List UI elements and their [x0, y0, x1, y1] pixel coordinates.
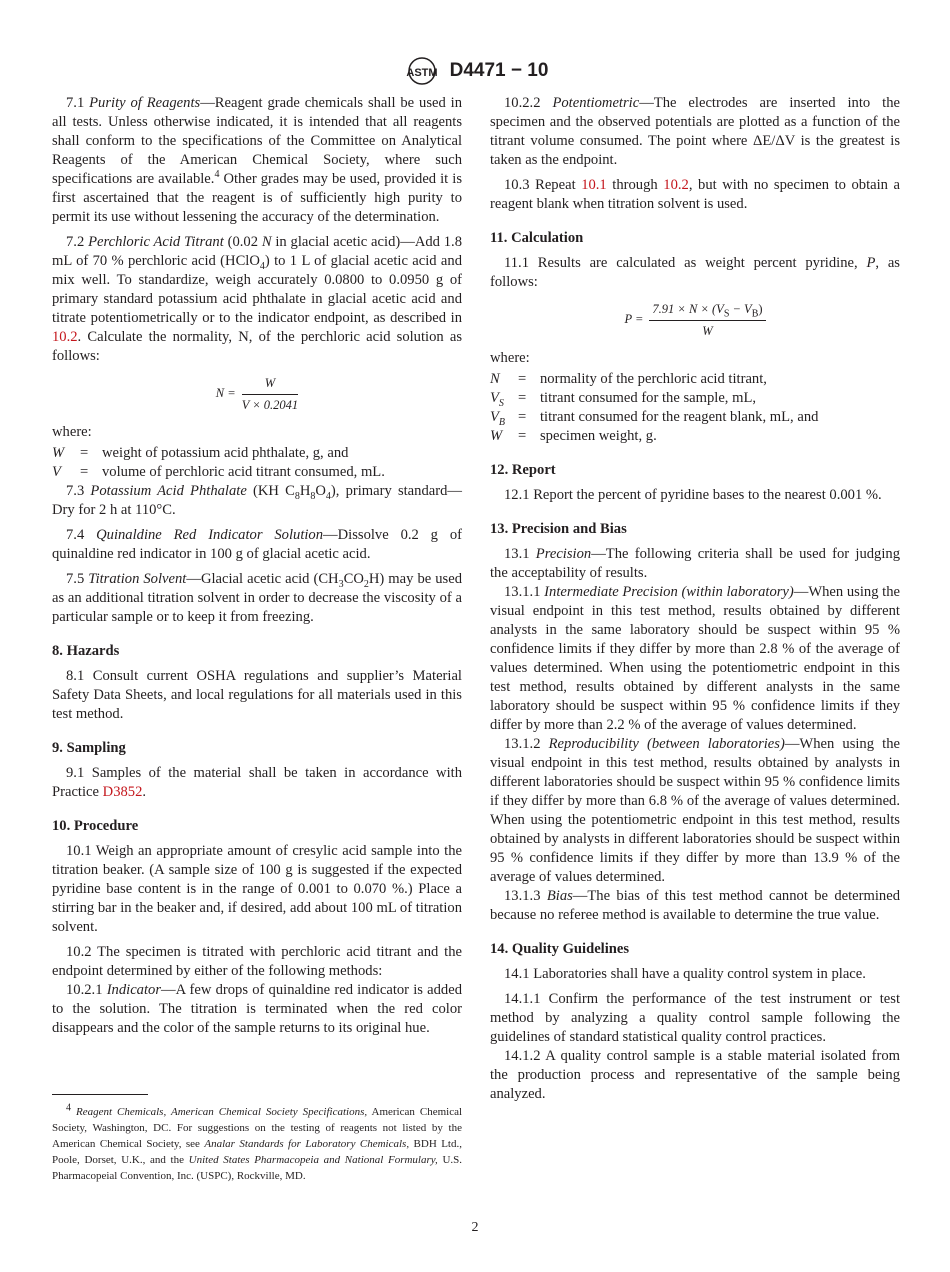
denominator-text: V × 0.2041 [241, 398, 299, 412]
numerator-text: 7.91 × N × (V [652, 302, 724, 316]
right-column [490, 94, 900, 1110]
text-run: 10.3 Repeat [504, 177, 582, 193]
definition-text: normality of the perchloric acid titrant, [540, 371, 767, 387]
text-run: , but with no specimen to obtain a reagent blank when titration solvent is used. [490, 177, 900, 212]
text-run: American Chemical Society, Washington, DC. For suggestions on the testing of reagents not listed by the American Chemical Society, see [52, 1106, 463, 1150]
symbol: W [490, 428, 503, 444]
definition-text: titrant consumed for the sample, mL, [540, 390, 757, 406]
fraction [242, 374, 298, 415]
paragraph [52, 526, 462, 564]
text-run: 7.2 [66, 234, 89, 250]
definition-text: specimen weight, g. [540, 428, 657, 444]
equals-sign: = [518, 371, 527, 387]
text-run: 10.2 The specimen is titrated with perchloric acid titrant and the endpoint determined by either of the following methods: [52, 944, 462, 979]
italic-text: N [261, 234, 272, 250]
text-run: ) to 1 L of glacial acetic acid and mix well. To standardize, weigh accurately 0.0800 to 0.0950 g of primary standard potassium acid phthalate in glacial acetic acid and titrate potentiometrically or to the indicator endpoint, as described in [52, 253, 463, 326]
paragraph [490, 887, 900, 925]
subscript: 4 [259, 260, 265, 272]
italic-text: Intermediate Precision (within laboratory) [544, 584, 794, 600]
text-run: 9.1 Samples of the material shall be taken in accordance with Practice [52, 765, 462, 800]
symbol: V [490, 409, 499, 425]
paragraph [52, 943, 462, 981]
text-run: (0.02 [223, 234, 262, 250]
italic-text: Potassium Acid Phthalate [90, 483, 247, 499]
variable-definitions [52, 444, 462, 482]
cross-reference-link[interactable]: D3852 [102, 784, 143, 800]
italic-text: Analar Standards for Laboratory Chemicals, [204, 1138, 410, 1150]
paragraph [52, 764, 462, 802]
equals-sign: = [80, 445, 89, 461]
astm-logo-icon [402, 56, 442, 86]
equation-lhs: N = [215, 386, 236, 401]
text-run: 7.5 [66, 571, 89, 587]
text-run: 10.2.1 [66, 982, 107, 998]
italic-text: Bias [546, 888, 573, 904]
paragraph [490, 254, 900, 292]
symbol: V [490, 390, 499, 406]
numerator-mid: − V [729, 302, 752, 316]
subscript: 8 [310, 490, 316, 502]
text-run: 12.1 Report the percent of pyridine bases to the nearest 0.001 %. [504, 487, 882, 503]
italic-text: United States Pharmacopeia and National Formulary, [188, 1154, 438, 1166]
equation-lhs: P = [624, 312, 644, 327]
paragraph [490, 94, 900, 170]
numerator [649, 300, 765, 321]
cross-reference-link[interactable]: 10.2 [52, 329, 78, 345]
subscript: 8 [294, 490, 300, 502]
paragraph [490, 735, 900, 887]
variable-symbol [490, 370, 518, 389]
definition-text: volume of perchloric acid titrant consumed, mL. [102, 464, 385, 480]
denominator [242, 395, 298, 415]
left-column [52, 94, 462, 1044]
section-heading: 14. Quality Guidelines [490, 941, 630, 957]
where-label: where: [490, 350, 530, 366]
definition-row [490, 408, 900, 427]
symbol-subscript: B [498, 416, 506, 428]
italic-text: Reproducibility (between laboratories) [548, 736, 785, 752]
italic-text: Quinaldine Red Indicator Solution [96, 527, 324, 543]
italic-text: Titration Solvent [88, 571, 187, 587]
subscript-b: B [751, 308, 759, 320]
italic-text: Potentiometric [552, 95, 640, 111]
section-heading: 12. Report [490, 462, 556, 478]
text-run: —Glacial acetic acid (CH [186, 571, 339, 587]
text-run: BDH Ltd., Poole, Dorset, U.K., and the [52, 1138, 462, 1166]
denominator-text: W [702, 324, 713, 338]
text-run: CO [343, 571, 364, 587]
numerator-end: ) [758, 302, 763, 316]
italic-text: Precision [535, 546, 592, 562]
definition-text: weight of potassium acid phthalate, g, and [102, 445, 349, 461]
text-run: —Dissolve 0.2 g of quinaldine red indicator in 100 g of glacial acetic acid. [52, 527, 462, 562]
definition-row [52, 463, 462, 482]
text-run: . Calculate the normality, N, of the perchloric acid solution as follows: [52, 329, 462, 364]
text-run: 13.1.1 [504, 584, 545, 600]
symbol: W [52, 445, 65, 461]
paragraph [490, 965, 900, 984]
equals-sign: = [518, 428, 527, 444]
text-run: H [299, 483, 311, 499]
text-run: 7.4 [66, 527, 97, 543]
document-designation: D4471 − 10 [449, 60, 549, 81]
definition-row [490, 370, 900, 389]
paragraph [52, 667, 462, 724]
italic-text: Purity of Reagents [89, 95, 201, 111]
page-header [0, 56, 950, 86]
equation [52, 374, 462, 415]
text-run: 14.1.2 A quality control sample is a stable material isolated from the production process and representative of the sample being analyzed. [490, 1048, 900, 1102]
text-run: —The following criteria shall be used for judging the acceptability of results. [490, 546, 900, 581]
page-number: 2 [471, 1220, 479, 1235]
numerator-text: W [264, 376, 276, 390]
definition-row [490, 389, 900, 408]
text-run: , as follows: [490, 255, 900, 290]
symbol: N [490, 371, 500, 387]
paragraph [52, 570, 462, 627]
numerator [242, 374, 298, 395]
text-run: 13.1.3 [504, 888, 547, 904]
text-run: —The bias of this test method cannot be determined because no referee method is available to determine the true value. [490, 888, 900, 923]
section-heading: 11. Calculation [490, 230, 584, 246]
equals-sign: = [518, 409, 527, 425]
text-run: 8.1 Consult current OSHA regulations and supplier’s Material Safety Data Sheets, and local regulations for all materials used in this test method. [52, 668, 462, 722]
italic-text: Indicator [106, 982, 162, 998]
superscript: 4 [66, 1102, 71, 1114]
equals-sign: = [80, 464, 89, 480]
symbol: V [52, 464, 61, 480]
denominator [649, 321, 765, 341]
text-run: 14.1 Laboratories shall have a quality control system in place. [504, 966, 866, 982]
text-run: 13.1 [504, 546, 536, 562]
italic-text: P [866, 255, 876, 271]
text-run: —When using the visual endpoint in this test method, results obtained by different analysts in the same laboratory should be suspect within 95 % confidence limits if they differ by more than 2.8 % of the average of values determined. When using the potentiometric endpoint in this test method, results obtained by different analysts in the same laboratory should be suspect within 95 % confidence limits if they differ by more than 2.2 % of the average of values determined. [490, 584, 900, 733]
subscript: 4 [325, 490, 331, 502]
paragraph [490, 486, 900, 505]
paragraph [490, 1047, 900, 1104]
text-run: 13.1.2 [504, 736, 549, 752]
definition-row [490, 427, 900, 446]
text-run: . [142, 784, 147, 800]
paragraph [490, 545, 900, 583]
text-run: 10.2.2 [504, 95, 553, 111]
text-run: O [315, 483, 326, 499]
text-run: through [606, 177, 664, 193]
section-heading: 10. Procedure [52, 818, 139, 834]
section-heading: 13. Precision and Bias [490, 521, 627, 537]
text-run: U.S. Pharmacopeial Convention, Inc. (USPC), Rockville, MD. [52, 1154, 463, 1182]
variable-symbol [52, 463, 80, 482]
superscript: 4 [214, 169, 220, 181]
text-run: Other grades may be used, provided it is first ascertained that the reagent is of sufficiently high purity to permit its use without lessening the accuracy of the determination. [52, 171, 462, 225]
cross-reference-link[interactable]: 10.2 [663, 177, 689, 193]
paragraph [52, 981, 462, 1038]
paragraph [52, 233, 462, 366]
symbol-subscript: S [498, 397, 504, 409]
variable-symbol [490, 408, 518, 427]
fraction [649, 300, 765, 341]
text-run: in glacial acetic acid)—Add 1.8 mL of 70 % perchloric acid (HClO [52, 234, 463, 269]
definition-text: titrant consumed for the reagent blank, mL, and [540, 409, 819, 425]
paragraph [490, 990, 900, 1047]
subscript: 2 [363, 578, 369, 590]
paragraph [52, 482, 462, 520]
subscript: 3 [338, 578, 344, 590]
variable-symbol [52, 444, 80, 463]
paragraph [490, 583, 900, 735]
text-run: —Reagent grade chemicals shall be used in all tests. Unless otherwise indicated, it is intended that all reagents shall conform to the specifications of the Committee on Analytical Reagents of the American Chemical Society, where such specifications are available. [52, 95, 463, 187]
text-run: —A few drops of quinaldine red indicator is added to the solution. The titration is terminated when the red color disappears and the color of the sample returns to its original hue. [52, 982, 462, 1036]
equation [490, 300, 900, 341]
text-run: 7.1 [66, 95, 90, 111]
variable-symbol [490, 389, 518, 408]
text-run: (KH C [246, 483, 295, 499]
text-run: H) may be used as an additional titration solvent in order to decrease the viscosity of a particular sample or to keep it from freezing. [52, 571, 463, 625]
where-label: where: [52, 424, 92, 440]
text-run: ), primary standard—Dry for 2 h at 110°C. [52, 483, 462, 518]
paragraph [52, 94, 462, 227]
text-run: 7.3 [66, 483, 91, 499]
definition-row [52, 444, 462, 463]
paragraph [52, 842, 462, 937]
text-run: 14.1.1 Confirm the performance of the test instrument or test method by analyzing a quality control sample following the guidelines of standard statistical quality control practices. [490, 991, 900, 1045]
cross-reference-link[interactable]: 10.1 [581, 177, 607, 193]
subscript-s: S [723, 308, 730, 320]
italic-text: Reagent Chemicals, American Chemical Society Specifications, [76, 1106, 368, 1118]
equals-sign: = [518, 390, 527, 406]
text-run: —When using the visual endpoint in this test method, results obtained by analysts in different laboratories should be suspect within 95 % confidence limits if they differ by more than 6.8 % of the average of values determined. When using the potentiometric endpoint in this test method, results obtained by analysts in different laboratories should be suspect within 95 % confidence limits if they differ by more than 13.9 % of the average of values determined. [490, 736, 900, 885]
section-heading: 8. Hazards [52, 643, 120, 659]
paragraph [490, 176, 900, 214]
text-run: —The electrodes are inserted into the specimen and the observed potentials are plotted as a function of the titrant volume consumed. The point where ΔE/ΔV is the greatest is taken as the endpoint. [490, 95, 900, 168]
section-heading: 9. Sampling [52, 740, 126, 756]
footnote-divider [52, 1094, 148, 1095]
italic-text: Perchloric Acid Titrant [88, 234, 224, 250]
svg-text:ASTM: ASTM [406, 67, 438, 79]
text-run: 11.1 Results are calculated as weight percent pyridine, [504, 255, 867, 271]
text-run: 10.1 Weigh an appropriate amount of cresylic acid sample into the titration beaker. (A sample size of 100 g is suggested if the expected pyridine base content is in the range of 0.001 to 0.070 %.) Place a stirring bar in the beaker and, if desired, add about 100 mL of titration solvent. [52, 843, 462, 935]
footnote [52, 1104, 462, 1184]
variable-symbol [490, 427, 518, 446]
variable-definitions [490, 370, 900, 446]
